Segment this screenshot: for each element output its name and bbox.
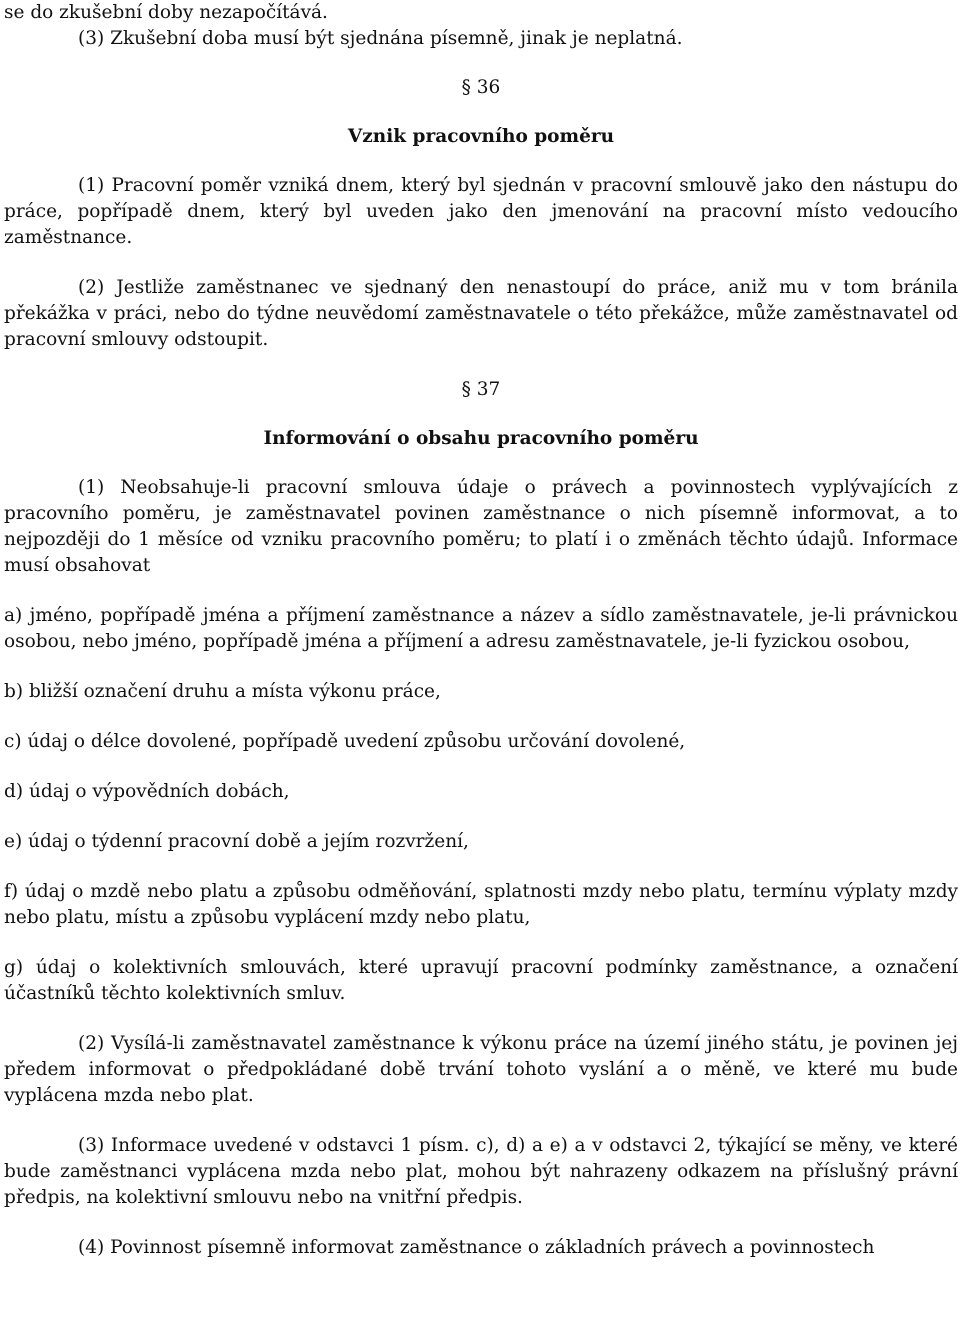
list-item-c: c) údaj o délce dovolené, popřípadě uvedení způsobu určování dovolené, bbox=[4, 731, 686, 752]
section-title-36: Vznik pracovního poměru bbox=[347, 126, 615, 147]
section-37-paragraph-1: (1) Neobsahuje-li pracovní smlouva údaje o právech a povinnostech vyplývajících z pracovního poměru, je zaměstnavatel povinen zaměstnance o nich písemně informovat, a to nejpozději do 1 měsíce od vzniku pracovního poměru; to platí i o změnách těchto údajů. Informace musí obsahovat bbox=[4, 477, 958, 576]
list-item-d: d) údaj o výpovědních dobách, bbox=[4, 781, 290, 802]
section-36-paragraph-1: (1) Pracovní poměr vzniká dnem, který byl sjednán v pracovní smlouvě jako den nástupu do práce, popřípadě dnem, který byl uveden jako den jmenování na pracovní místo vedoucího zaměstnance. bbox=[4, 175, 958, 248]
paragraph-trial-period: (3) Zkušební doba musí být sjednána písemně, jinak je neplatná. bbox=[78, 28, 683, 49]
section-36-paragraph-2: (2) Jestliže zaměstnanec ve sjednaný den nenastoupí do práce, aniž mu v tom bránila překážka v práci, nebo do týdne neuvědomí zaměstnavatele o této překážce, může zaměstnavatel od pracovní smlouvy odstoupit. bbox=[4, 277, 958, 350]
document-page bbox=[4, 0, 958, 1261]
list-item-a: a) jméno, popřípadě jména a příjmení zaměstnance a název a sídlo zaměstnavatele, je-li právnickou osobou, nebo jméno, popřípadě jména a příjmení a adresu zaměstnavatele, je-li fyzickou osobou, bbox=[4, 605, 958, 652]
list-item-e: e) údaj o týdenní pracovní době a jejím rozvržení, bbox=[4, 831, 469, 852]
section-37-paragraph-3: (3) Informace uvedené v odstavci 1 písm. c), d) a e) a v odstavci 2, týkající se měny, ve které bude zaměstnanci vyplácena mzda nebo plat, mohou být nahrazeny odkazem na příslušný právní předpis, na kolektivní smlouvu nebo na vnitřní předpis. bbox=[4, 1135, 958, 1208]
list-item-b: b) bližší označení druhu a místa výkonu práce, bbox=[4, 681, 441, 702]
section-title-37: Informování o obsahu pracovního poměru bbox=[263, 428, 699, 449]
section-number-37: § 37 bbox=[461, 379, 501, 400]
list-item-f: f) údaj o mzdě nebo platu a způsobu odměňování, splatnosti mzdy nebo platu, termínu výplaty mzdy nebo platu, místu a způsobu vyplácení mzdy nebo platu, bbox=[4, 881, 958, 928]
section-37-paragraph-4-partial: (4) Povinnost písemně informovat zaměstnance o základních právech a povinnostech bbox=[78, 1237, 875, 1258]
section-37-paragraph-2: (2) Vysílá-li zaměstnavatel zaměstnance k výkonu práce na území jiného státu, je povinen jej předem informovat o předpokládané době trvání tohoto vyslání a o měně, ve které mu bude vyplácena mzda nebo plat. bbox=[4, 1033, 958, 1106]
carry-over-text: se do zkušební doby nezapočítává. bbox=[4, 2, 328, 23]
list-item-g: g) údaj o kolektivních smlouvách, které upravují pracovní podmínky zaměstnance, a označení účastníků těchto kolektivních smluv. bbox=[4, 957, 958, 1004]
section-number-36: § 36 bbox=[461, 77, 501, 98]
